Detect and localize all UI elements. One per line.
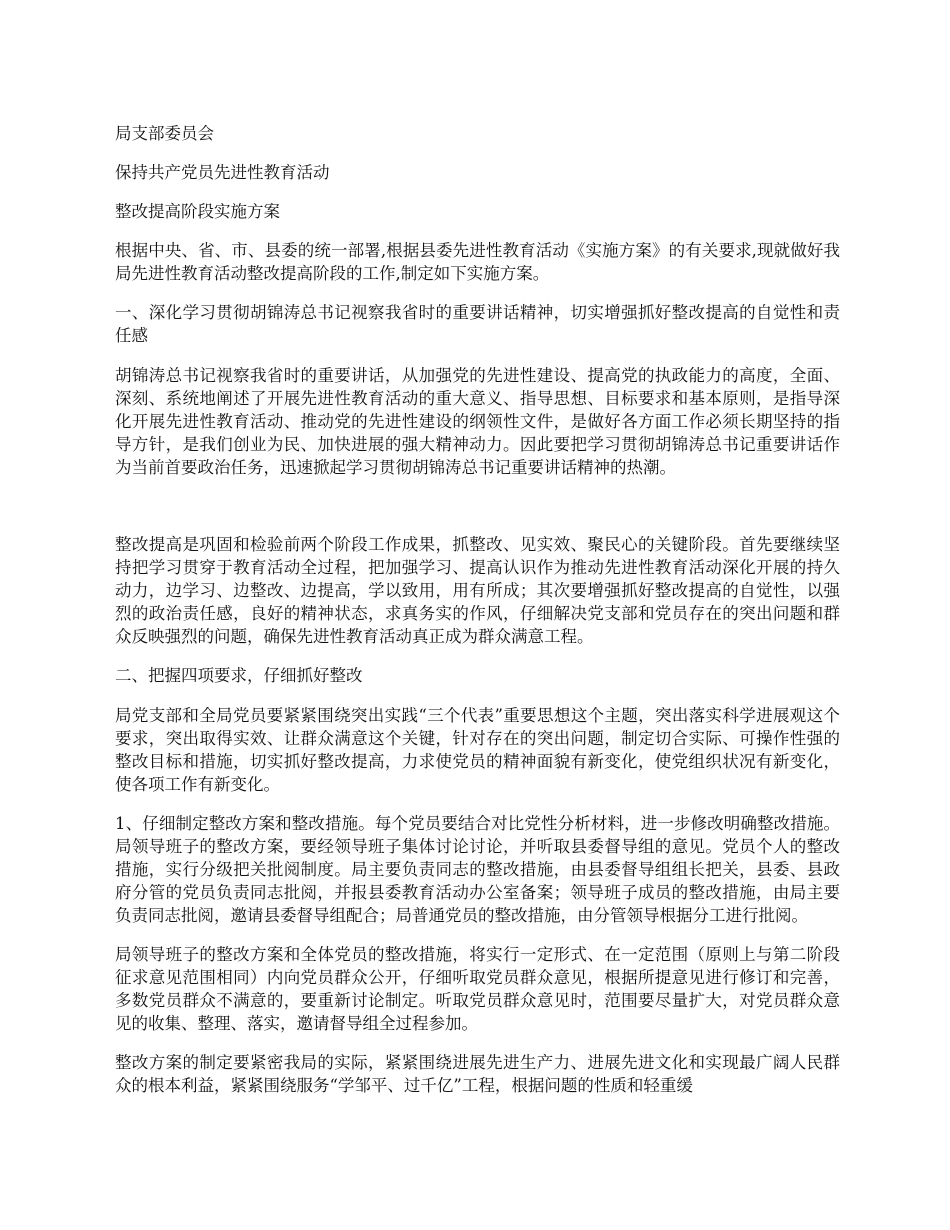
numbered-item-1: 1、仔细制定整改方案和整改措施。每个党员要结合对比党性分析材料，进一步修改明确整改措施。局领导班子的整改方案，要经领导班子集体讨论讨论，并听取县委督导组的意见。党员个人的整改措施，实行分级把关批阅制度。局主要负责同志的整改措施，由县委督导组组长把关，县委、县政府分管的党员负责同志批阅，并报县委教育活动办公室备案；领导班子成员的整改措施，由局主要负责同志批阅，邀请县委督导组配合；局普通党员的整改措施，由分管领导根据分工进行批阅。	[115, 814, 840, 925]
body-paragraph: 整改方案的制定要紧密我局的实际，紧紧围绕进展先进生产力、进展先进文化和实现最广阔人民群众的根本利益，紧紧围绕服务“学邹平、过千亿”工程，根据问题的性质和轻重缓	[115, 1053, 840, 1095]
section-heading-1: 一、深化学习贯彻胡锦涛总书记视察我省时的重要讲话精神，切实增强抓好整改提高的自觉性和责任感	[115, 303, 840, 345]
blank-gap	[115, 495, 840, 533]
header-line-unit: 局支部委员会	[115, 124, 214, 143]
body-paragraph: 整改提高是巩固和检验前两个阶段工作成果，抓整改、见实效、聚民心的关键阶段。首先要继续坚持把学习贯穿于教育活动全过程，把加强学习、提高认识作为推动先进性教育活动深化开展的持久动力，边学习、边整改、边提高，学以致用，用有所成；其次要增强抓好整改提高的自觉性，以强烈的政治责任感，良好的精神状态，求真务实的作风，仔细解决党支部和党员存在的突出问题和群众反映强烈的问题，确保先进性教育活动真正成为群众满意工程。	[115, 535, 840, 646]
body-paragraph: 胡锦涛总书记视察我省时的重要讲话，从加强党的先进性建设、提高党的执政能力的高度，全面、深刻、系统地阐述了开展先进性教育活动的重大意义、指导思想、目标要求和基本原则，是指导深化开展先进性教育活动、推动党的先进性建设的纲领性文件，是做好各方面工作必须长期坚持的指导方针，是我们创业为民、加快进展的强大精神动力。因此要把学习贯彻胡锦涛总书记重要讲话作为当前首要政治任务，迅速掀起学习贯彻胡锦涛总书记重要讲话精神的热潮。	[115, 366, 840, 477]
body-paragraph: 局领导班子的整改方案和全体党员的整改措施，将实行一定形式、在一定范围（原则上与第二阶段征求意见范围相同）内向党员群众公开，仔细听取党员群众意见，根据所提意见进行修订和完善，多数党员群众不满意的，要重新讨论制定。听取党员群众意见时，范围要尽量扩大，对党员群众意见的收集、整理、落实，邀请督导组全过程参加。	[115, 945, 840, 1033]
document-page	[115, 122, 840, 1113]
header-line-activity: 保持共产党员先进性教育活动	[115, 163, 330, 182]
body-paragraph: 局党支部和全局党员要紧紧围绕突出实践“三个代表”重要思想这个主题，突出落实科学进展观这个要求，突出取得实效、让群众满意这个关键，针对存在的突出问题，制定切合实际、可操作性强的整改目标和措施，切实抓好整改提高，力求使党员的精神面貌有新变化，使党组织状况有新变化，使各项工作有新变化。	[115, 706, 840, 794]
intro-paragraph: 根据中央、省、市、县委的统一部署,根据县委先进性教育活动《实施方案》的有关要求,现就做好我局先进性教育活动整改提高阶段的工作,制定如下实施方案。	[115, 241, 840, 283]
section-heading-2: 二、把握四项要求，仔细抓好整改	[115, 666, 363, 685]
header-line-plan-title: 整改提高阶段实施方案	[115, 202, 280, 221]
